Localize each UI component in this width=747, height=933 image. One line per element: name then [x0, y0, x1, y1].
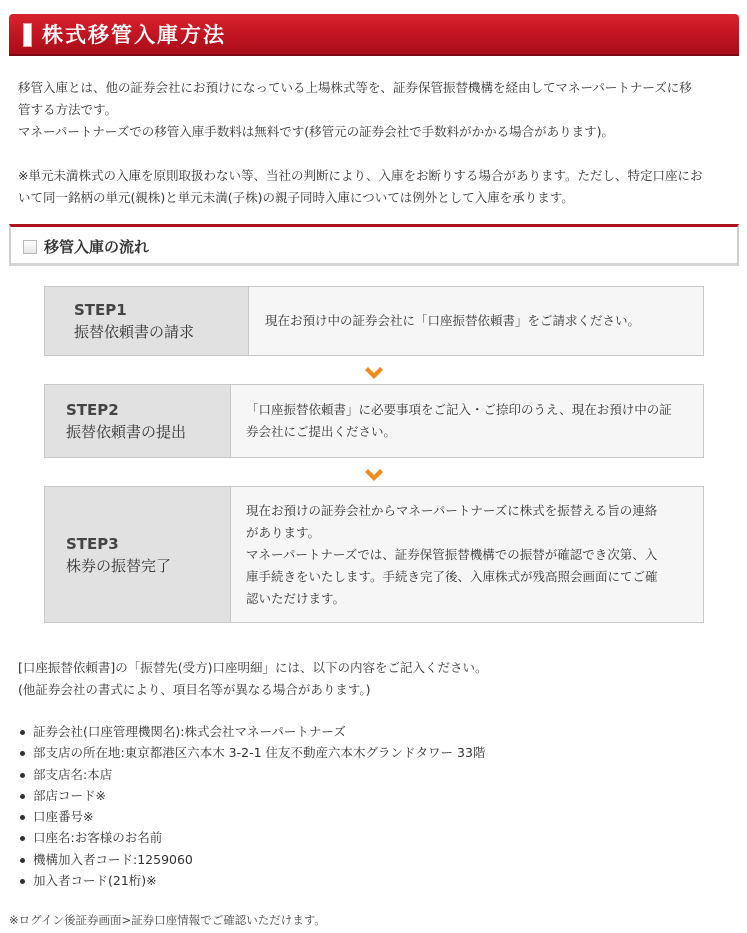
intro-text [18, 77, 734, 209]
step-3 [44, 486, 704, 623]
list-item: 証券会社(口座管理機関名):株式会社マネーパートナーズ [18, 721, 485, 742]
step-title: 株券の振替完了 [66, 556, 172, 575]
step-3-description [231, 487, 703, 622]
step-desc-line: 現在お預け中の証券会社に「口座振替依頼書」をご請求ください。 [265, 313, 641, 328]
down-arrow-icon [364, 468, 384, 482]
step-label: STEP3 [66, 534, 119, 553]
intro-note-line: いて同一銘柄の単元(親株)と単元未満(子株)の親子同時入庫については例外として入庫を承ります。 [18, 190, 574, 205]
page-title: 株式移管入庫方法 [42, 23, 226, 47]
step-desc-line: マネーパートナーズでは、証券保管振替機構での振替が確認でき次第、入 [246, 546, 658, 562]
flow-section-header [9, 224, 739, 266]
intro-line: マネーパートナーズでの移管入庫手数料は無料です(移管元の証券会社で手数料がかかる場合があります)。 [18, 124, 615, 139]
square-bullet-icon [23, 240, 37, 254]
list-item: 口座名:お客様のお名前 [18, 827, 485, 848]
step-desc-line: 券会社にご提出ください。 [246, 424, 397, 439]
step-2 [44, 384, 704, 458]
form-instructions-line: (他証券会社の書式により、項目名等が異なる場合があります。) [18, 682, 371, 697]
list-item: 機構加入者コード:1259060 [18, 849, 485, 870]
field-list [18, 721, 485, 891]
header-bar-icon [23, 23, 32, 47]
step-3-heading [45, 487, 231, 622]
section-title: 移管入庫の流れ [44, 238, 150, 256]
step-1-description [249, 287, 703, 355]
step-1 [44, 286, 704, 356]
list-item: 部支店名:本店 [18, 764, 485, 785]
step-title: 振替依頼書の提出 [66, 423, 187, 441]
down-arrow-icon [364, 366, 384, 380]
step-title: 振替依頼書の請求 [74, 323, 195, 341]
step-2-description [231, 385, 703, 457]
step-label: STEP2 [66, 401, 119, 419]
intro-line: 管する方法です。 [18, 102, 118, 117]
intro-line: 移管入庫とは、他の証券会社にお預けになっている上場株式等を、証券保管振替機構を経由してマネーパートナーズに移 [18, 80, 692, 95]
list-item: 口座番号※ [18, 806, 485, 827]
step-desc-line: があります。 [246, 524, 321, 540]
step-2-heading [45, 385, 231, 457]
page-header [9, 14, 739, 56]
form-instructions-line: [口座振替依頼書]の「振替先(受方)口座明細」には、以下の内容をご記入ください。 [18, 660, 488, 675]
footnote: ※ログイン後証券画面>証券口座情報でご確認いただけます。 [9, 913, 326, 927]
step-desc-line: 認いただけます。 [246, 590, 346, 606]
step-1-heading [45, 287, 249, 355]
step-desc-line: 庫手続きをいたします。手続き完了後、入庫株式が残高照会画面にてご確 [246, 568, 658, 584]
step-label: STEP1 [74, 301, 127, 319]
intro-note-line: ※単元未満株式の入庫を原則取扱わない等、当社の判断により、入庫をお断りする場合があります。ただし、特定口座にお [18, 168, 703, 183]
list-item: 加入者コード(21桁)※ [18, 870, 485, 891]
step-desc-line: 現在お預けの証券会社からマネーパートナーズに株式を振替える旨の連絡 [246, 502, 658, 518]
step-desc-line: 「口座振替依頼書」に必要事項をご記入・ご捺印のうえ、現在お預け中の証 [246, 402, 672, 417]
list-item: 部支店の所在地:東京都港区六本木 3-2-1 住友不動産六本木グランドタワー 33階 [18, 742, 485, 763]
list-item: 部店コード※ [18, 785, 485, 806]
form-instructions [18, 657, 488, 701]
